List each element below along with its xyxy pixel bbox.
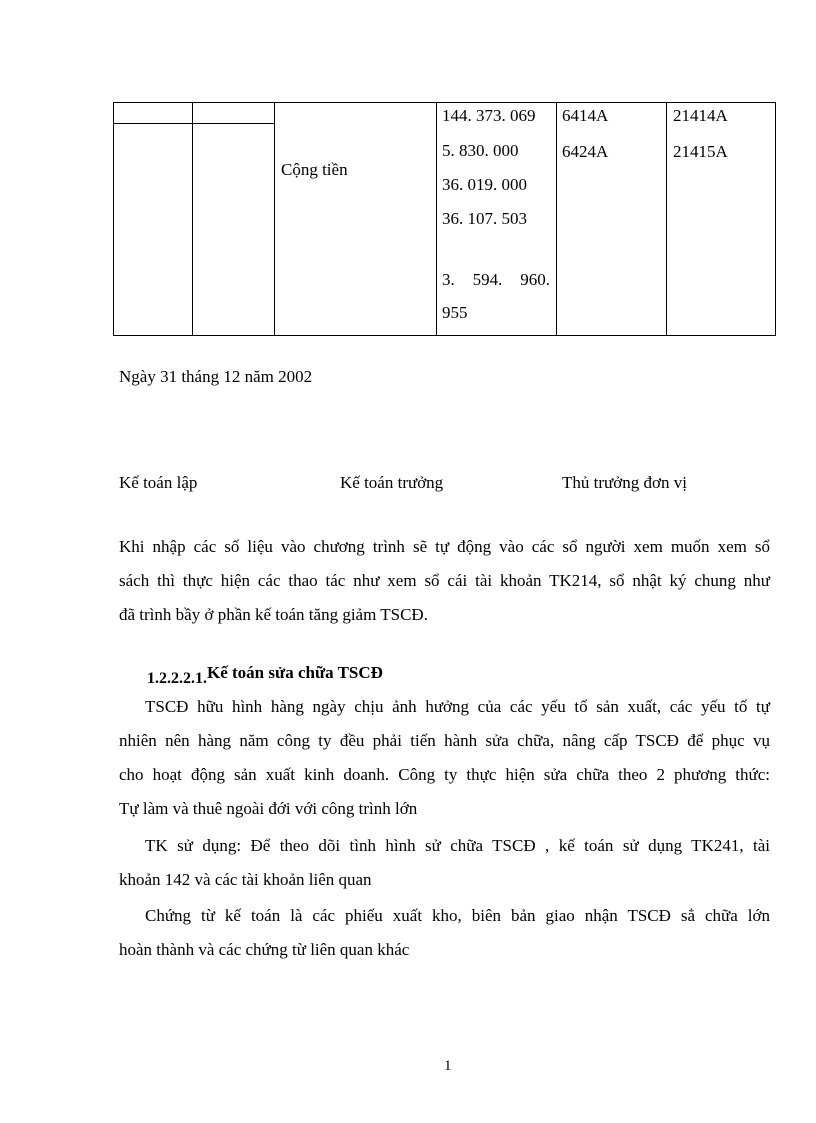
amount-cell: 36. 019. 000: [442, 175, 527, 194]
section-title: Kế toán sửa chữa TSCĐ: [207, 663, 383, 682]
table-column-divider: [192, 103, 193, 335]
table-column-divider: [274, 103, 275, 335]
section-heading: [147, 663, 383, 687]
credit-account-cell: 21414A: [673, 106, 728, 125]
signature-preparer: Kế toán lập: [119, 473, 198, 492]
amount-cell: 36. 107. 503: [442, 209, 527, 228]
intro-paragraph: [119, 530, 770, 632]
body-paragraph-accounts: [119, 829, 770, 897]
signature-head-of-unit: Thủ trưởng đơn vị: [562, 473, 687, 492]
amount-cell: 5. 830. 000: [442, 141, 519, 160]
table-row-divider: [114, 123, 274, 124]
paragraph-line: cho hoạt động sản xuất kinh doanh. Công ty thực hiện sửa chữa theo 2 phương thức:: [119, 765, 770, 784]
total-amount-line: [442, 270, 550, 290]
paragraph-line: TK sử dụng: Để theo dõi tình hình sử chữa TSCĐ , kế toán sử dụng TK241, tài: [145, 836, 770, 855]
credit-account-cell: 21415A: [673, 142, 728, 161]
table-column-divider: [436, 103, 437, 335]
amount-cell: 144. 373. 069: [442, 106, 536, 125]
total-amount-remainder: 955: [442, 303, 468, 322]
paragraph-line: nhiên nên hàng năm công ty đều phải tiến hành sửa chữa, nâng cấp TSCĐ để phục vụ: [119, 731, 770, 750]
paragraph-line: đã trình bầy ở phần kế toán tăng giảm TSCĐ.: [119, 605, 428, 624]
body-paragraph-documents: [119, 899, 770, 967]
paragraph-line: Tự làm và thuê ngoài đới với công trình lớn: [119, 799, 418, 818]
debit-account-cell: 6414A: [562, 106, 609, 125]
table-column-divider: [666, 103, 667, 335]
paragraph-line: Chứng từ kế toán là các phiếu xuất kho, biên bản giao nhận TSCĐ sẳ chữa lớn: [145, 906, 770, 925]
total-label-cell: Cộng tiền: [281, 160, 348, 179]
paragraph-line: hoàn thành và các chứng từ liên quan khác: [119, 940, 410, 959]
paragraph-line: khoản 142 và các tài khoản liên quan: [119, 870, 372, 889]
paragraph-line: TSCĐ hữu hình hàng ngày chịu ảnh hưởng của các yếu tố sản xuất, các yếu tố tự: [145, 697, 770, 716]
page-number: 1: [444, 1058, 452, 1074]
debit-account-cell: 6424A: [562, 142, 609, 161]
paragraph-line: Khi nhập các số liệu vào chương trình sẽ tự động vào các sổ người xem muốn xem sổ: [119, 537, 770, 556]
total-amount-part: 594.: [472, 270, 503, 289]
total-amount-part: 960.: [520, 270, 550, 289]
body-paragraph-repairs: [119, 690, 770, 826]
table-column-divider: [556, 103, 557, 335]
total-amount-part: 3.: [442, 270, 455, 289]
section-number: 1.2.2.2.1.: [147, 670, 207, 687]
signature-chief-accountant: Kế toán trưởng: [340, 473, 444, 492]
paragraph-line: sách thì thực hiện các thao tác như xem sổ cái tài khoản TK214, sổ nhật ký chung như: [119, 571, 770, 590]
date-line: Ngày 31 tháng 12 năm 2002: [119, 367, 313, 386]
